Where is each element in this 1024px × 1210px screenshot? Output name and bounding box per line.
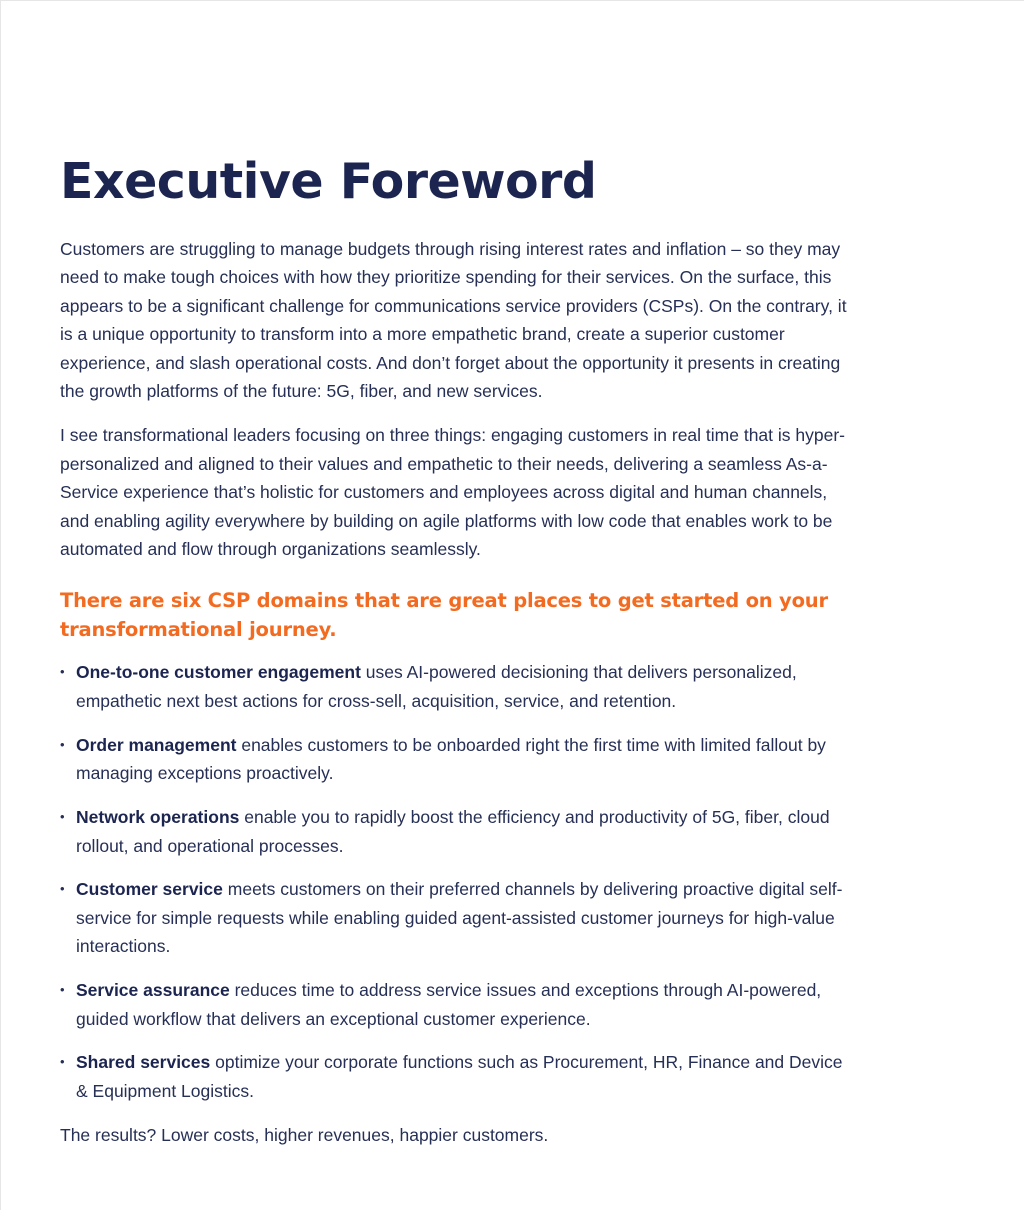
list-item-network-operations <box>60 803 850 860</box>
list-item-text: uses AI-powered decisioning that delivers personalized, empathetic next best actions for cross-sell, acquisition, service, and retention. <box>76 662 797 711</box>
list-item-customer-engagement <box>60 658 850 715</box>
closing-paragraph: The results? Lower costs, higher revenues, happier customers. <box>60 1124 549 1145</box>
intro-paragraph: Customers are struggling to manage budgets through rising interest rates and inflation – so they may need to make tough choices with how they prioritize spending for their services. On the surface, this appears to be a significant challenge for communications service providers (CSPs). On the contrary, it is a unique opportunity to transform into a more empathetic brand, create a superior customer experience, and slash operational costs. And don’t forget about the opportunity it presents in creating the growth platforms of the future: 5G, fiber, and new services. <box>60 239 847 402</box>
page-content <box>60 151 850 1149</box>
domain-list <box>60 658 850 1105</box>
list-item-order-management <box>60 731 850 788</box>
list-item-term: Customer service <box>76 879 223 900</box>
list-item-text: reduces time to address service issues and exceptions through AI-powered, guided workflow that delivers an exceptional customer experience. <box>76 980 822 1029</box>
list-item-text: optimize your corporate functions such as Procurement, HR, Finance and Device & Equipment Logistics. <box>76 1052 843 1101</box>
list-item-customer-service <box>60 875 850 960</box>
list-item-term: Order management <box>76 734 237 755</box>
page-title: Executive Foreword <box>60 153 597 210</box>
list-item-text: enable you to rapidly boost the efficiency and productivity of 5G, fiber, cloud rollout, and operational processes. <box>76 807 830 856</box>
list-item-service-assurance <box>60 976 850 1033</box>
list-item-text: meets customers on their preferred channels by delivering proactive digital self-service for simple requests while enabling guided agent-assisted customer journeys for high-value interactions. <box>76 879 843 957</box>
list-item-shared-services <box>60 1048 850 1105</box>
list-item-text: enables customers to be onboarded right the first time with limited fallout by managing exceptions proactively. <box>76 734 826 784</box>
callout-heading: There are six CSP domains that are great places to get started on your transformational journey. <box>60 589 828 641</box>
list-item-term: Service assurance <box>76 980 230 1001</box>
list-item-term: Shared services <box>76 1052 211 1073</box>
leaders-paragraph: I see transformational leaders focusing on three things: engaging customers in real time that is hyper-personalized and aligned to their values and empathetic to their needs, delivering a seamless As-a-Service experience that’s holistic for customers and employees across digital and human channels, and enabling agility everywhere by building on agile platforms with low code that enables work to be automated and flow through organizations seamlessly. <box>60 425 845 560</box>
list-item-term: One-to-one customer engagement <box>76 662 361 683</box>
list-item-term: Network operations <box>76 807 240 828</box>
